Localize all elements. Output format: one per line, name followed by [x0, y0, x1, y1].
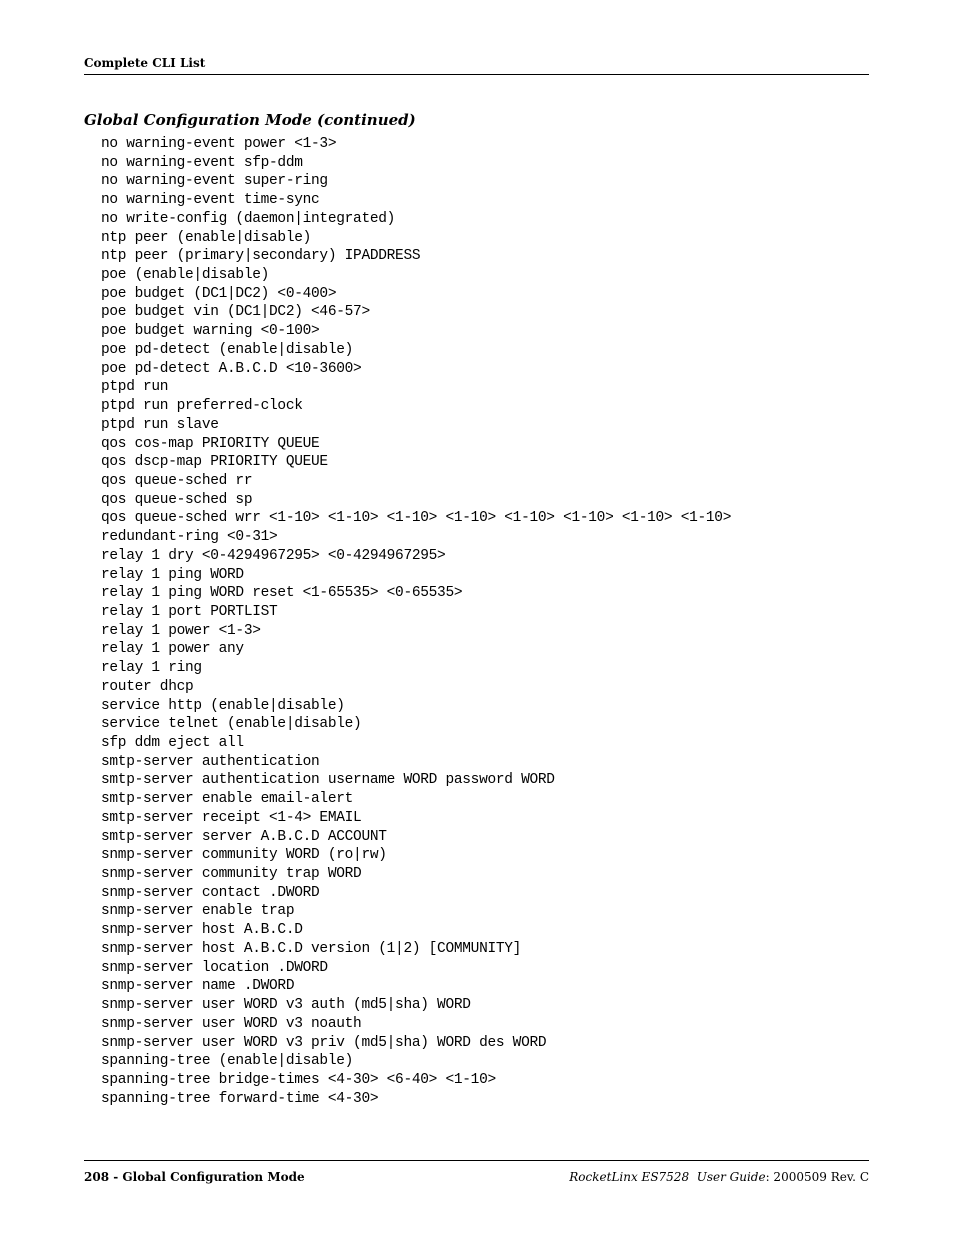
- cli-command-line: no warning-event time-sync: [101, 192, 320, 209]
- cli-command-line: smtp-server server A.B.C.D ACCOUNT: [101, 828, 387, 845]
- cli-command-line: poe budget (DC1|DC2) <0-400>: [101, 285, 337, 302]
- cli-command-line: no warning-event sfp-ddm: [101, 154, 303, 171]
- cli-command-line: smtp-server receipt <1-4> EMAIL: [101, 809, 362, 826]
- cli-command-line: service telnet (enable|disable): [101, 716, 362, 733]
- cli-command-line: snmp-server host A.B.C.D version (1|2) [COMMUNITY]: [101, 940, 522, 957]
- cli-command-line: poe budget warning <0-100>: [101, 323, 320, 340]
- cli-command-line: ntp peer (primary|secondary) IPADDRESS: [101, 248, 421, 265]
- cli-command-line: snmp-server user WORD v3 auth (md5|sha) WORD: [101, 997, 471, 1014]
- cli-command-line: no warning-event power <1-3>: [101, 136, 337, 152]
- cli-command-line: qos queue-sched rr: [101, 472, 253, 489]
- cli-command-line: smtp-server enable email-alert: [101, 791, 354, 808]
- page-footer: [84, 1160, 869, 1191]
- footer-page-label: 208 - Global Configuration Mode: [84, 1170, 305, 1184]
- cli-command-line: snmp-server user WORD v3 priv (md5|sha) WORD des WORD: [101, 1034, 547, 1051]
- cli-command-line: relay 1 power <1-3>: [101, 622, 261, 639]
- footer-document-info: [569, 1170, 869, 1184]
- cli-command-line: relay 1 power any: [101, 641, 244, 658]
- cli-command-line: no write-config (daemon|integrated): [101, 210, 396, 227]
- cli-command-line: ptpd run: [101, 379, 169, 396]
- cli-command-line: snmp-server user WORD v3 noauth: [101, 1015, 362, 1032]
- cli-command-line: ptpd run preferred-clock: [101, 398, 303, 415]
- cli-command-line: service http (enable|disable): [101, 697, 345, 714]
- cli-command-line: qos queue-sched wrr <1-10> <1-10> <1-10> <1-10> <1-10> <1-10> <1-10> <1-10>: [101, 510, 732, 527]
- section-heading: Global Configuration Mode (continued): [84, 111, 416, 129]
- cli-command-line: snmp-server location .DWORD: [101, 959, 328, 976]
- running-header-title: Complete CLI List: [84, 56, 206, 70]
- footer-doc-number: : 2000509 Rev. C: [765, 1170, 869, 1184]
- cli-command-line: relay 1 ping WORD reset <1-65535> <0-65535>: [101, 585, 463, 602]
- cli-command-line: snmp-server host A.B.C.D: [101, 922, 303, 939]
- cli-command-line: redundant-ring <0-31>: [101, 529, 278, 546]
- cli-command-list: [101, 135, 869, 1108]
- cli-command-line: smtp-server authentication username WORD password WORD: [101, 772, 555, 789]
- cli-command-line: qos cos-map PRIORITY QUEUE: [101, 435, 320, 452]
- cli-command-line: snmp-server contact .DWORD: [101, 884, 320, 901]
- cli-command-line: ntp peer (enable|disable): [101, 229, 312, 246]
- page-header: [84, 56, 869, 75]
- cli-command-line: poe pd-detect A.B.C.D <10-3600>: [101, 360, 362, 377]
- cli-command-line: poe (enable|disable): [101, 267, 270, 284]
- cli-command-line: router dhcp: [101, 678, 194, 695]
- footer-guide-name: User Guide: [696, 1170, 766, 1184]
- cli-command-line: snmp-server name .DWORD: [101, 978, 295, 995]
- cli-command-line: spanning-tree (enable|disable): [101, 1053, 354, 1070]
- cli-command-line: relay 1 ping WORD: [101, 566, 244, 583]
- cli-command-line: poe budget vin (DC1|DC2) <46-57>: [101, 304, 370, 321]
- cli-command-line: ptpd run slave: [101, 416, 219, 433]
- cli-command-line: poe pd-detect (enable|disable): [101, 341, 354, 358]
- cli-command-line: snmp-server enable trap: [101, 903, 295, 920]
- cli-command-line: relay 1 dry <0-4294967295> <0-4294967295>: [101, 547, 446, 564]
- cli-command-line: spanning-tree bridge-times <4-30> <6-40> <1-10>: [101, 1071, 496, 1088]
- cli-command-line: qos queue-sched sp: [101, 491, 253, 508]
- cli-command-line: spanning-tree forward-time <4-30>: [101, 1090, 379, 1107]
- cli-command-line: relay 1 ring: [101, 660, 202, 677]
- cli-command-line: smtp-server authentication: [101, 753, 320, 770]
- cli-command-line: qos dscp-map PRIORITY QUEUE: [101, 454, 328, 471]
- cli-command-line: sfp ddm eject all: [101, 735, 244, 751]
- cli-command-line: snmp-server community WORD (ro|rw): [101, 847, 387, 864]
- cli-command-line: no warning-event super-ring: [101, 173, 328, 190]
- cli-command-line: relay 1 port PORTLIST: [101, 603, 278, 620]
- footer-product-name: RocketLinx ES7528: [569, 1170, 690, 1184]
- cli-command-line: snmp-server community trap WORD: [101, 866, 362, 883]
